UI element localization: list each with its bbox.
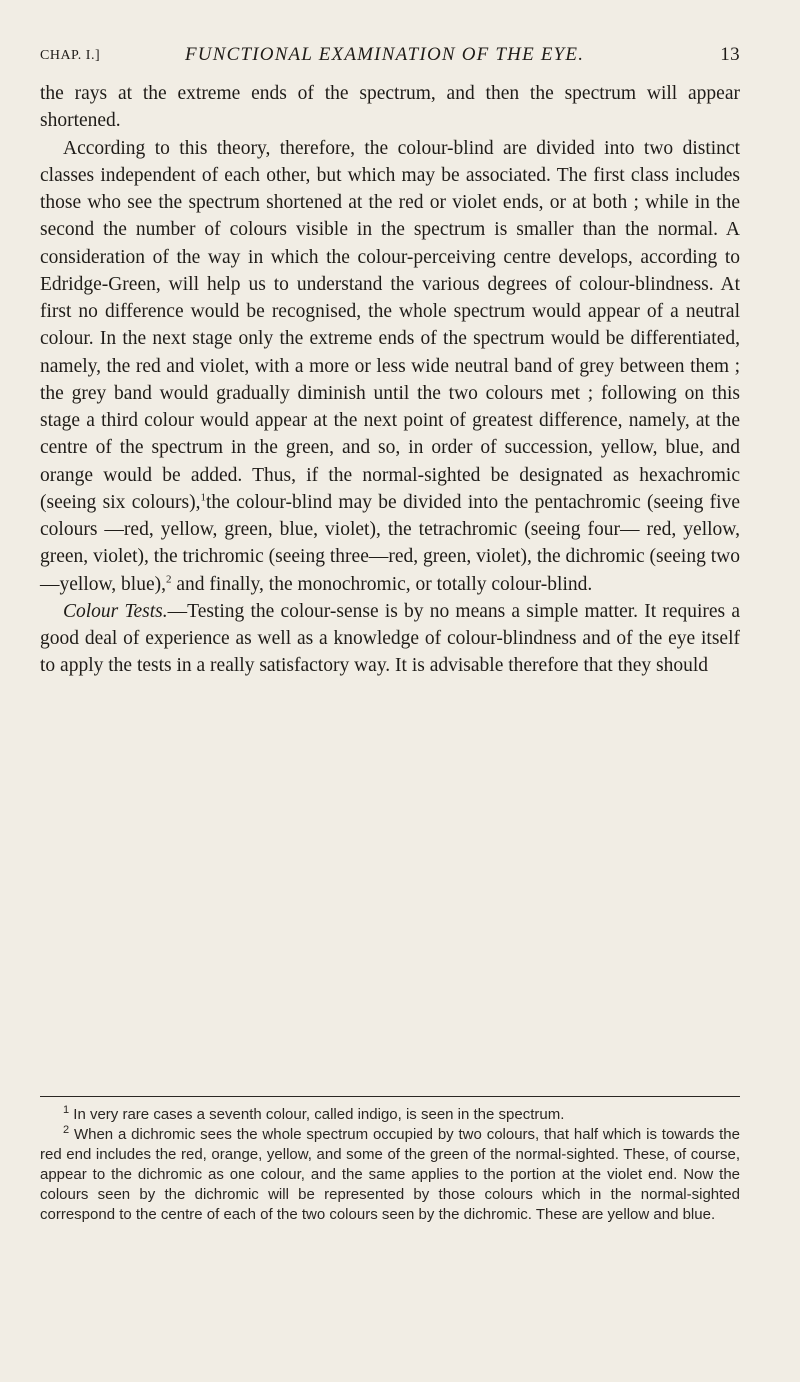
body-text <box>40 80 740 680</box>
footnotes <box>40 1105 740 1225</box>
running-title: FUNCTIONAL EXAMINATION OF THE EYE. <box>185 44 585 65</box>
paragraph-text-part2: the colour-blind may be divided into the pentachromic (seeing five colours —red, yellow, green, blue, violet), the tetrachromic (seeing four— red, yellow, green, violet), the trichromic (seeing three—red, green, violet), the dichromic (seeing two—yellow, blue), <box>40 491 740 595</box>
paragraph-text-part1: According to this theory, therefore, the colour-blind are divided into two distinct classes independent of each other, but which may be associated. The first class includes those who see the spectrum shortened at the red or violet ends, or at both ; while in the second the number of colours visible in the spectrum is smaller than the normal. A consideration of the way in which the colour-perceiving centre develops, according to Edridge-Green, will help us to understand the various degrees of colour-blindness. At first no difference would be recognised, the whole spectrum would appear of a neutral colour. In the next stage only the extreme ends of the spectrum would be differentiated, namely, the red and violet, with a more or less wide neutral band of grey between them ; the grey band would gradually diminish until the two colours met ; following on this stage a third colour would appear at the next point of greatest difference, namely, at the centre of the spectrum in the green, and so, in order of succession, yellow, blue, and orange would be added. Thus, if the normal-sighted be designated as hexachromic (seeing six colours), <box>40 137 740 513</box>
footnote-1-text: In very rare cases a seventh colour, called indigo, is seen in the spectrum. <box>69 1106 565 1123</box>
footnote-divider <box>40 1096 740 1097</box>
footnote-mark-2: 2 <box>63 1124 70 1136</box>
paragraph-continued: the rays at the extreme ends of the spectrum, and then the spectrum will appear shortened. <box>40 83 740 132</box>
paragraph-colour-blind-classes <box>40 135 740 598</box>
footnote-ref-1[interactable]: 1 <box>200 491 206 504</box>
paragraph-text-colour-tests: —Testing the colour-sense is by no means a simple matter. It requires a good deal of experience as well as a knowledge of colour-blindness and of the eye itself to apply the tests in a really satisfactory way. It is advisable therefore that they should <box>40 600 740 677</box>
footnote-ref-2[interactable]: 2 <box>166 573 172 585</box>
paragraph-colour-tests <box>40 598 740 680</box>
footnote-2 <box>40 1125 740 1225</box>
paragraph-text-part3: and finally, the monochromic, or totally colour-blind. <box>171 573 593 595</box>
footnote-mark-1: 1 <box>63 1104 70 1116</box>
section-heading-colour-tests: Colour Tests. <box>63 600 168 622</box>
chapter-label: CHAP. I.] <box>40 48 101 63</box>
footnote-1 <box>40 1105 740 1125</box>
footnote-2-text: When a dichromic sees the whole spectrum occupied by two colours, that half which is towards the red end includes the red, orange, yellow, and some of the green of the normal-sighted. These, of course, appear to the dichromic as one colour, and the same applies to the portion at the violet end. Now the colours seen by the dichromic will be represented by those colours which in the normal-sighted correspond to the centre of each of the two colours seen by the dichromic. These are yellow and blue. <box>40 1126 740 1223</box>
running-header <box>40 44 740 72</box>
page-number: 13 <box>720 44 740 65</box>
